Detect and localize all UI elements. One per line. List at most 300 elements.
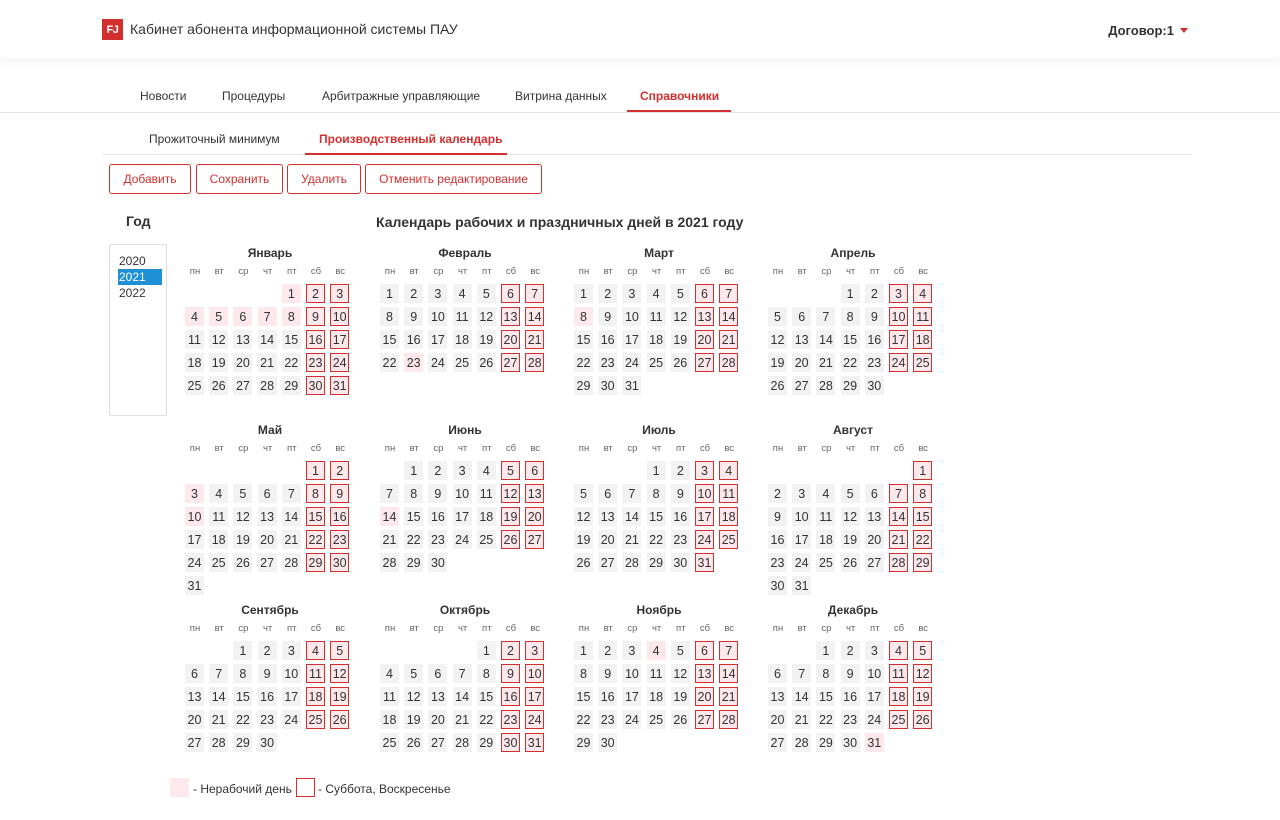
calendar-day[interactable]: 25 (477, 530, 496, 549)
calendar-day[interactable]: 3 (185, 484, 204, 503)
calendar-day[interactable]: 4 (477, 461, 496, 480)
calendar-day[interactable]: 10 (695, 484, 714, 503)
calendar-day[interactable]: 22 (841, 353, 860, 372)
calendar-day[interactable]: 28 (792, 733, 811, 752)
calendar-day[interactable]: 16 (598, 687, 617, 706)
calendar-day[interactable]: 16 (258, 687, 277, 706)
calendar-day[interactable]: 18 (816, 530, 835, 549)
year-item[interactable]: 2022 (119, 286, 146, 300)
calendar-day[interactable]: 2 (306, 284, 325, 303)
tab-directories[interactable]: Справочники (640, 89, 720, 103)
calendar-day[interactable]: 29 (841, 376, 860, 395)
calendar-day[interactable]: 13 (695, 307, 714, 326)
calendar-day[interactable]: 1 (647, 461, 666, 480)
calendar-day[interactable]: 29 (574, 376, 593, 395)
calendar-day[interactable]: 13 (865, 507, 884, 526)
calendar-day[interactable]: 14 (258, 330, 277, 349)
calendar-day[interactable]: 4 (913, 284, 932, 303)
tab-news[interactable]: Новости (140, 89, 187, 103)
calendar-day[interactable]: 11 (647, 307, 666, 326)
calendar-day[interactable]: 3 (525, 641, 544, 660)
calendar-day[interactable]: 11 (380, 687, 399, 706)
calendar-day[interactable]: 15 (282, 330, 301, 349)
calendar-day[interactable]: 14 (282, 507, 301, 526)
calendar-day[interactable]: 9 (598, 664, 617, 683)
calendar-day[interactable]: 1 (816, 641, 835, 660)
calendar-day[interactable]: 7 (719, 284, 738, 303)
calendar-day[interactable]: 27 (428, 733, 447, 752)
calendar-day[interactable]: 3 (330, 284, 349, 303)
calendar-day[interactable]: 25 (209, 553, 228, 572)
calendar-day[interactable]: 10 (330, 307, 349, 326)
calendar-day[interactable]: 21 (816, 353, 835, 372)
calendar-day[interactable]: 12 (330, 664, 349, 683)
calendar-day[interactable]: 24 (889, 353, 908, 372)
calendar-day[interactable]: 25 (647, 353, 666, 372)
calendar-day[interactable]: 14 (889, 507, 908, 526)
calendar-day[interactable]: 7 (622, 484, 641, 503)
calendar-day[interactable]: 1 (404, 461, 423, 480)
calendar-day[interactable]: 20 (768, 710, 787, 729)
calendar-day[interactable]: 24 (428, 353, 447, 372)
calendar-day[interactable]: 23 (258, 710, 277, 729)
calendar-day[interactable]: 3 (622, 641, 641, 660)
calendar-day[interactable]: 12 (233, 507, 252, 526)
calendar-day[interactable]: 20 (695, 330, 714, 349)
calendar-day[interactable]: 22 (282, 353, 301, 372)
calendar-day[interactable]: 4 (185, 307, 204, 326)
calendar-day[interactable]: 27 (792, 376, 811, 395)
calendar-day[interactable]: 12 (209, 330, 228, 349)
calendar-day[interactable]: 23 (501, 710, 520, 729)
calendar-day[interactable]: 3 (889, 284, 908, 303)
calendar-day[interactable]: 2 (865, 284, 884, 303)
calendar-day[interactable]: 21 (525, 330, 544, 349)
calendar-day[interactable]: 28 (525, 353, 544, 372)
calendar-day[interactable]: 19 (209, 353, 228, 372)
calendar-day[interactable]: 26 (209, 376, 228, 395)
calendar-day[interactable]: 20 (792, 353, 811, 372)
calendar-day[interactable]: 21 (719, 687, 738, 706)
calendar-day[interactable]: 10 (282, 664, 301, 683)
tab-subsistence-minimum[interactable]: Прожиточный минимум (149, 132, 280, 146)
calendar-day[interactable]: 11 (477, 484, 496, 503)
calendar-day[interactable]: 13 (792, 330, 811, 349)
calendar-day[interactable]: 11 (889, 664, 908, 683)
calendar-day[interactable]: 29 (816, 733, 835, 752)
calendar-day[interactable]: 17 (792, 530, 811, 549)
calendar-day[interactable]: 2 (768, 484, 787, 503)
calendar-day[interactable]: 13 (428, 687, 447, 706)
calendar-day[interactable]: 5 (330, 641, 349, 660)
calendar-day[interactable]: 2 (428, 461, 447, 480)
calendar-day[interactable]: 13 (525, 484, 544, 503)
delete-button[interactable]: Удалить (287, 164, 361, 194)
calendar-day[interactable]: 27 (865, 553, 884, 572)
calendar-day[interactable]: 7 (889, 484, 908, 503)
calendar-day[interactable]: 13 (598, 507, 617, 526)
calendar-day[interactable]: 14 (719, 307, 738, 326)
calendar-day[interactable]: 7 (816, 307, 835, 326)
calendar-day[interactable]: 5 (404, 664, 423, 683)
calendar-day[interactable]: 9 (404, 307, 423, 326)
calendar-day[interactable]: 6 (792, 307, 811, 326)
calendar-day[interactable]: 26 (330, 710, 349, 729)
calendar-day[interactable]: 13 (695, 664, 714, 683)
calendar-day[interactable]: 16 (330, 507, 349, 526)
calendar-day[interactable]: 8 (647, 484, 666, 503)
calendar-day[interactable]: 9 (865, 307, 884, 326)
calendar-day[interactable]: 21 (209, 710, 228, 729)
calendar-day[interactable]: 21 (282, 530, 301, 549)
calendar-day[interactable]: 1 (282, 284, 301, 303)
calendar-day[interactable]: 22 (404, 530, 423, 549)
calendar-day[interactable]: 16 (865, 330, 884, 349)
calendar-day[interactable]: 22 (913, 530, 932, 549)
calendar-day[interactable]: 28 (622, 553, 641, 572)
calendar-day[interactable]: 16 (768, 530, 787, 549)
calendar-day[interactable]: 24 (282, 710, 301, 729)
calendar-day[interactable]: 25 (380, 733, 399, 752)
calendar-day[interactable]: 6 (258, 484, 277, 503)
calendar-day[interactable]: 19 (574, 530, 593, 549)
calendar-day[interactable]: 27 (768, 733, 787, 752)
calendar-day[interactable]: 3 (428, 284, 447, 303)
tab-production-calendar[interactable]: Производственный календарь (319, 132, 503, 146)
calendar-day[interactable]: 21 (453, 710, 472, 729)
calendar-day[interactable]: 5 (768, 307, 787, 326)
calendar-day[interactable]: 16 (404, 330, 423, 349)
calendar-day[interactable]: 9 (330, 484, 349, 503)
calendar-day[interactable]: 30 (306, 376, 325, 395)
calendar-day[interactable]: 27 (233, 376, 252, 395)
calendar-day[interactable]: 18 (453, 330, 472, 349)
calendar-day[interactable]: 23 (404, 353, 423, 372)
calendar-day[interactable]: 10 (453, 484, 472, 503)
calendar-day[interactable]: 1 (306, 461, 325, 480)
calendar-day[interactable]: 3 (792, 484, 811, 503)
calendar-day[interactable]: 7 (719, 641, 738, 660)
calendar-day[interactable]: 4 (816, 484, 835, 503)
calendar-day[interactable]: 15 (380, 330, 399, 349)
calendar-day[interactable]: 20 (695, 687, 714, 706)
calendar-day[interactable]: 11 (453, 307, 472, 326)
calendar-day[interactable]: 19 (477, 330, 496, 349)
calendar-day[interactable]: 15 (306, 507, 325, 526)
calendar-day[interactable]: 26 (233, 553, 252, 572)
calendar-day[interactable]: 14 (525, 307, 544, 326)
calendar-day[interactable]: 8 (380, 307, 399, 326)
calendar-day[interactable]: 5 (501, 461, 520, 480)
calendar-day[interactable]: 9 (501, 664, 520, 683)
calendar-day[interactable]: 21 (622, 530, 641, 549)
calendar-day[interactable]: 6 (598, 484, 617, 503)
calendar-day[interactable]: 12 (841, 507, 860, 526)
calendar-day[interactable]: 30 (841, 733, 860, 752)
year-item[interactable]: 2021 (118, 269, 162, 285)
calendar-day[interactable]: 10 (622, 307, 641, 326)
calendar-day[interactable]: 28 (816, 376, 835, 395)
calendar-day[interactable]: 7 (453, 664, 472, 683)
calendar-day[interactable]: 6 (525, 461, 544, 480)
calendar-day[interactable]: 6 (428, 664, 447, 683)
calendar-day[interactable]: 28 (258, 376, 277, 395)
calendar-day[interactable]: 26 (574, 553, 593, 572)
calendar-day[interactable]: 27 (501, 353, 520, 372)
calendar-day[interactable]: 11 (719, 484, 738, 503)
calendar-day[interactable]: 18 (380, 710, 399, 729)
calendar-day[interactable]: 4 (647, 641, 666, 660)
calendar-day[interactable]: 17 (453, 507, 472, 526)
calendar-day[interactable]: 28 (719, 710, 738, 729)
calendar-day[interactable]: 3 (695, 461, 714, 480)
calendar-day[interactable]: 7 (525, 284, 544, 303)
calendar-day[interactable]: 30 (598, 733, 617, 752)
calendar-day[interactable]: 10 (865, 664, 884, 683)
calendar-day[interactable]: 13 (233, 330, 252, 349)
calendar-day[interactable]: 12 (913, 664, 932, 683)
calendar-day[interactable]: 5 (233, 484, 252, 503)
calendar-day[interactable]: 4 (719, 461, 738, 480)
calendar-day[interactable]: 1 (477, 641, 496, 660)
calendar-day[interactable]: 25 (185, 376, 204, 395)
calendar-day[interactable]: 31 (330, 376, 349, 395)
calendar-day[interactable]: 5 (209, 307, 228, 326)
calendar-day[interactable]: 18 (889, 687, 908, 706)
calendar-day[interactable]: 15 (816, 687, 835, 706)
calendar-day[interactable]: 10 (428, 307, 447, 326)
calendar-day[interactable]: 26 (671, 353, 690, 372)
calendar-day[interactable]: 16 (598, 330, 617, 349)
calendar-day[interactable]: 22 (574, 353, 593, 372)
calendar-day[interactable]: 20 (501, 330, 520, 349)
calendar-day[interactable]: 9 (841, 664, 860, 683)
add-button[interactable]: Добавить (109, 164, 191, 194)
calendar-day[interactable]: 19 (501, 507, 520, 526)
calendar-day[interactable]: 6 (501, 284, 520, 303)
calendar-day[interactable]: 1 (913, 461, 932, 480)
tab-data-showcase[interactable]: Витрина данных (515, 89, 607, 103)
calendar-day[interactable]: 14 (792, 687, 811, 706)
calendar-day[interactable]: 30 (865, 376, 884, 395)
calendar-day[interactable]: 5 (913, 641, 932, 660)
calendar-day[interactable]: 16 (306, 330, 325, 349)
calendar-day[interactable]: 10 (622, 664, 641, 683)
calendar-day[interactable]: 1 (233, 641, 252, 660)
calendar-day[interactable]: 18 (306, 687, 325, 706)
calendar-day[interactable]: 19 (330, 687, 349, 706)
calendar-day[interactable]: 10 (792, 507, 811, 526)
calendar-day[interactable]: 5 (841, 484, 860, 503)
calendar-day[interactable]: 24 (865, 710, 884, 729)
calendar-day[interactable]: 11 (816, 507, 835, 526)
calendar-day[interactable]: 12 (477, 307, 496, 326)
calendar-day[interactable]: 15 (841, 330, 860, 349)
calendar-day[interactable]: 19 (841, 530, 860, 549)
calendar-day[interactable]: 25 (719, 530, 738, 549)
calendar-day[interactable]: 27 (695, 710, 714, 729)
calendar-day[interactable]: 24 (525, 710, 544, 729)
calendar-day[interactable]: 30 (501, 733, 520, 752)
calendar-day[interactable]: 14 (622, 507, 641, 526)
calendar-day[interactable]: 27 (598, 553, 617, 572)
calendar-day[interactable]: 21 (258, 353, 277, 372)
calendar-day[interactable]: 20 (233, 353, 252, 372)
calendar-day[interactable]: 14 (380, 507, 399, 526)
calendar-day[interactable]: 20 (598, 530, 617, 549)
calendar-day[interactable]: 4 (889, 641, 908, 660)
calendar-day[interactable]: 30 (428, 553, 447, 572)
calendar-day[interactable]: 19 (913, 687, 932, 706)
calendar-day[interactable]: 29 (477, 733, 496, 752)
calendar-day[interactable]: 23 (841, 710, 860, 729)
calendar-day[interactable]: 14 (816, 330, 835, 349)
calendar-day[interactable]: 6 (233, 307, 252, 326)
calendar-day[interactable]: 19 (671, 330, 690, 349)
calendar-day[interactable]: 23 (598, 710, 617, 729)
calendar-day[interactable]: 8 (282, 307, 301, 326)
calendar-day[interactable]: 18 (913, 330, 932, 349)
calendar-day[interactable]: 15 (574, 687, 593, 706)
calendar-day[interactable]: 5 (574, 484, 593, 503)
calendar-day[interactable]: 16 (501, 687, 520, 706)
calendar-day[interactable]: 14 (719, 664, 738, 683)
calendar-day[interactable]: 4 (209, 484, 228, 503)
calendar-day[interactable]: 18 (209, 530, 228, 549)
calendar-day[interactable]: 12 (574, 507, 593, 526)
calendar-day[interactable]: 3 (282, 641, 301, 660)
calendar-day[interactable]: 3 (622, 284, 641, 303)
calendar-day[interactable]: 17 (282, 687, 301, 706)
calendar-day[interactable]: 17 (889, 330, 908, 349)
calendar-day[interactable]: 15 (647, 507, 666, 526)
calendar-day[interactable]: 27 (185, 733, 204, 752)
calendar-day[interactable]: 31 (525, 733, 544, 752)
calendar-day[interactable]: 17 (622, 330, 641, 349)
calendar-day[interactable]: 24 (453, 530, 472, 549)
calendar-day[interactable]: 19 (671, 687, 690, 706)
calendar-day[interactable]: 22 (380, 353, 399, 372)
calendar-day[interactable]: 2 (404, 284, 423, 303)
calendar-day[interactable]: 13 (768, 687, 787, 706)
calendar-day[interactable]: 22 (647, 530, 666, 549)
calendar-day[interactable]: 2 (501, 641, 520, 660)
contract-dropdown[interactable] (1108, 23, 1188, 38)
calendar-day[interactable]: 9 (768, 507, 787, 526)
calendar-day[interactable]: 28 (453, 733, 472, 752)
calendar-day[interactable]: 4 (647, 284, 666, 303)
calendar-day[interactable]: 17 (330, 330, 349, 349)
calendar-day[interactable]: 11 (647, 664, 666, 683)
calendar-day[interactable]: 2 (598, 284, 617, 303)
calendar-day[interactable]: 23 (428, 530, 447, 549)
calendar-day[interactable]: 18 (647, 687, 666, 706)
calendar-day[interactable]: 14 (453, 687, 472, 706)
calendar-day[interactable]: 28 (282, 553, 301, 572)
calendar-day[interactable]: 8 (574, 664, 593, 683)
calendar-day[interactable]: 29 (233, 733, 252, 752)
calendar-day[interactable]: 15 (477, 687, 496, 706)
calendar-day[interactable]: 17 (865, 687, 884, 706)
calendar-day[interactable]: 2 (330, 461, 349, 480)
calendar-day[interactable]: 6 (768, 664, 787, 683)
calendar-day[interactable]: 24 (185, 553, 204, 572)
calendar-day[interactable]: 2 (841, 641, 860, 660)
calendar-day[interactable]: 31 (792, 576, 811, 595)
calendar-day[interactable]: 17 (622, 687, 641, 706)
calendar-day[interactable]: 28 (719, 353, 738, 372)
calendar-day[interactable]: 9 (306, 307, 325, 326)
calendar-day[interactable]: 5 (477, 284, 496, 303)
calendar-day[interactable]: 22 (306, 530, 325, 549)
calendar-day[interactable]: 12 (501, 484, 520, 503)
calendar-day[interactable]: 12 (404, 687, 423, 706)
calendar-day[interactable]: 30 (258, 733, 277, 752)
calendar-day[interactable]: 18 (719, 507, 738, 526)
tab-procedures[interactable]: Процедуры (222, 89, 286, 103)
calendar-day[interactable]: 26 (841, 553, 860, 572)
calendar-day[interactable]: 21 (719, 330, 738, 349)
calendar-day[interactable]: 5 (671, 641, 690, 660)
calendar-day[interactable]: 24 (695, 530, 714, 549)
calendar-day[interactable]: 2 (258, 641, 277, 660)
calendar-day[interactable]: 11 (913, 307, 932, 326)
calendar-day[interactable]: 26 (404, 733, 423, 752)
calendar-day[interactable]: 25 (453, 353, 472, 372)
calendar-day[interactable]: 28 (209, 733, 228, 752)
calendar-day[interactable]: 1 (574, 284, 593, 303)
calendar-day[interactable]: 27 (258, 553, 277, 572)
calendar-day[interactable]: 8 (574, 307, 593, 326)
calendar-day[interactable]: 27 (525, 530, 544, 549)
calendar-day[interactable]: 2 (598, 641, 617, 660)
calendar-day[interactable]: 26 (477, 353, 496, 372)
calendar-day[interactable]: 11 (209, 507, 228, 526)
calendar-day[interactable]: 20 (258, 530, 277, 549)
calendar-day[interactable]: 5 (671, 284, 690, 303)
calendar-day[interactable]: 2 (671, 461, 690, 480)
calendar-day[interactable]: 12 (768, 330, 787, 349)
calendar-day[interactable]: 9 (671, 484, 690, 503)
calendar-day[interactable]: 23 (306, 353, 325, 372)
calendar-day[interactable]: 22 (574, 710, 593, 729)
calendar-day[interactable]: 1 (380, 284, 399, 303)
calendar-day[interactable]: 8 (816, 664, 835, 683)
calendar-day[interactable]: 23 (598, 353, 617, 372)
calendar-day[interactable]: 12 (671, 307, 690, 326)
calendar-day[interactable]: 26 (768, 376, 787, 395)
calendar-day[interactable]: 15 (913, 507, 932, 526)
calendar-day[interactable]: 7 (209, 664, 228, 683)
calendar-day[interactable]: 13 (501, 307, 520, 326)
save-button[interactable]: Сохранить (196, 164, 283, 194)
calendar-day[interactable]: 29 (404, 553, 423, 572)
calendar-day[interactable]: 25 (889, 710, 908, 729)
calendar-day[interactable]: 3 (865, 641, 884, 660)
calendar-day[interactable]: 8 (477, 664, 496, 683)
calendar-day[interactable]: 8 (841, 307, 860, 326)
calendar-day[interactable]: 23 (865, 353, 884, 372)
calendar-day[interactable]: 25 (306, 710, 325, 729)
calendar-day[interactable]: 10 (889, 307, 908, 326)
calendar-day[interactable]: 24 (622, 353, 641, 372)
calendar-day[interactable]: 12 (671, 664, 690, 683)
calendar-day[interactable]: 8 (233, 664, 252, 683)
calendar-day[interactable]: 17 (185, 530, 204, 549)
calendar-day[interactable]: 7 (792, 664, 811, 683)
calendar-day[interactable]: 9 (598, 307, 617, 326)
calendar-day[interactable]: 11 (185, 330, 204, 349)
